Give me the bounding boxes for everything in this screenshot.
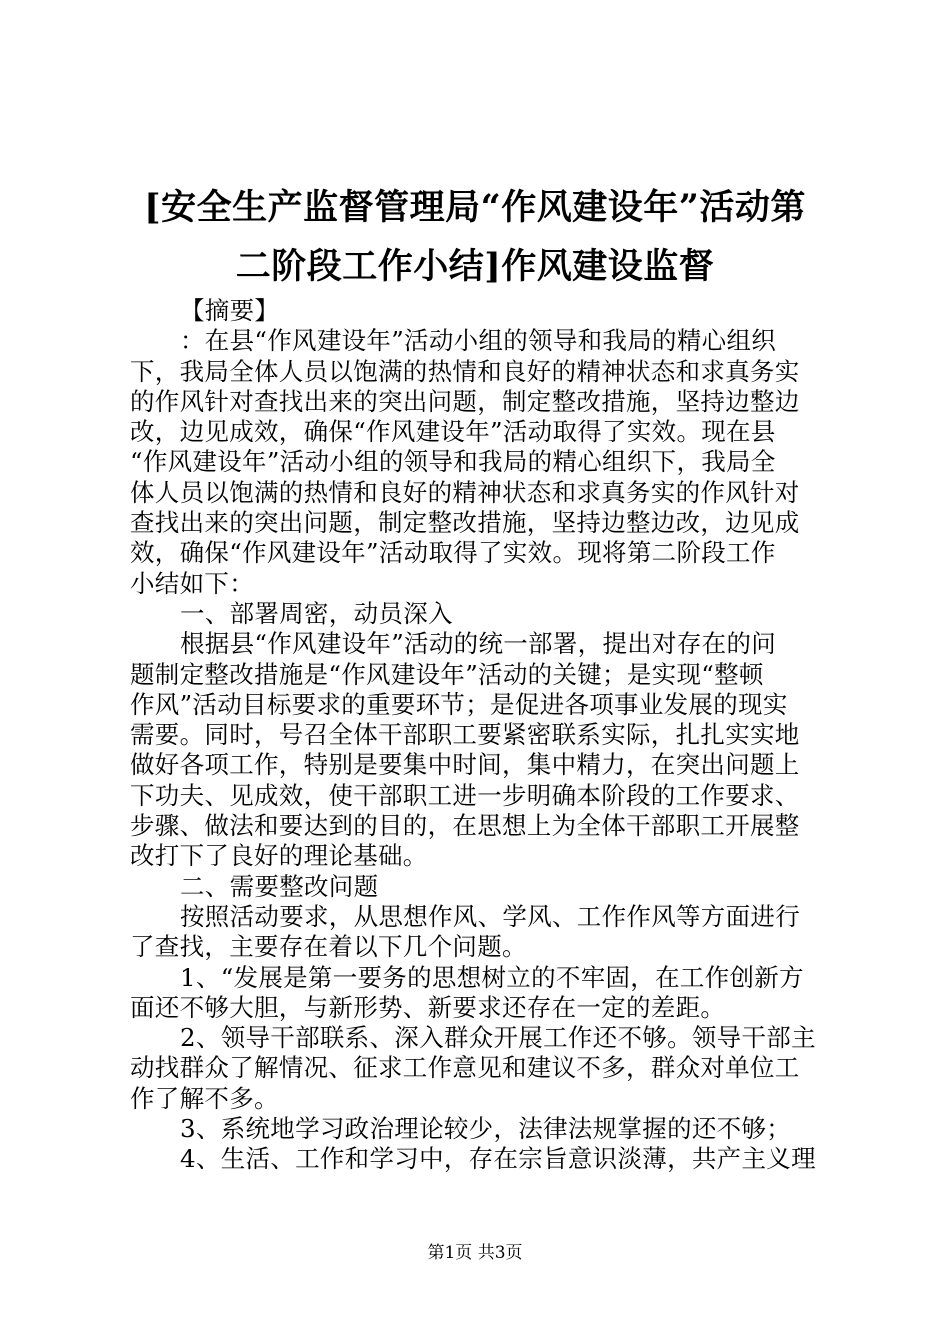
document-title <box>120 178 830 296</box>
body-line: 下功夫、见成效，使干部职工进一步明确本阶段的工作要求、 <box>130 780 800 810</box>
body-line: 动找群众了解情况、征求工作意见和建议不多，群众对单位工 <box>130 1053 800 1083</box>
page-footer: 第1页 共3页 <box>427 1243 523 1263</box>
body-line: 做好各项工作，特别是要集中时间，集中精力，在突出问题上 <box>130 750 800 780</box>
body-line: 二、需要整改问题 <box>180 871 379 901</box>
body-line: 根据县“作风建设年”活动的统一部署，提出对存在的问 <box>180 629 777 659</box>
body-line: 改，边见成效，确保“作风建设年”活动取得了实效。现在县 <box>130 417 776 447</box>
body-line: 2、领导干部联系、深入群众开展工作还不够。领导干部主 <box>180 1023 816 1053</box>
body-line: ：在县“作风建设年”活动小组的领导和我局的精心组织 <box>180 326 777 356</box>
body-line: “作风建设年”活动小组的领导和我局的精心组织下，我局全 <box>130 447 776 477</box>
body-line: 面还不够大胆，与新形势、新要求还存在一定的差距。 <box>130 992 726 1022</box>
title-line-1: [安全生产监督管理局“作风建设年”活动第 <box>144 187 806 228</box>
body-line: 【摘要】 <box>180 296 280 325</box>
body-line: 查找出来的突出问题，制定整改措施，坚持边整边改，边见成 <box>130 508 800 538</box>
body-line: 改打下了良好的理论基础。 <box>130 841 428 871</box>
body-line: 步骤、做法和要达到的目的，在思想上为全体干部职工开展整 <box>130 811 800 841</box>
body-line: 了查找，主要存在着以下几个问题。 <box>130 932 527 962</box>
document-body <box>130 296 830 1175</box>
body-line: 的作风针对查找出来的突出问题，制定整改措施，坚持边整边 <box>130 386 800 416</box>
body-line: 作了解不多。 <box>130 1083 279 1113</box>
body-line: 4、生活、工作和学习中，存在宗旨意识淡薄，共产主义理 <box>180 1144 816 1174</box>
body-line: 需要。同时，号召全体干部职工要紧密联系实际，扎扎实实地 <box>130 720 800 750</box>
body-line: 一、部署周密，动员深入 <box>180 598 453 628</box>
body-line: 小结如下： <box>130 568 254 598</box>
body-line: 下，我局全体人员以饱满的热情和良好的精神状态和求真务实 <box>130 356 800 386</box>
body-line: 3、系统地学习政治理论较少，法律法规掌握的还不够； <box>180 1114 792 1144</box>
body-line: 效，确保“作风建设年”活动取得了实效。现将第二阶段工作 <box>130 538 776 568</box>
body-line: 作风”活动目标要求的重要环节；是促进各项事业发展的现实 <box>130 689 788 719</box>
title-line-2: 二阶段工作小结]作风建设监督 <box>235 246 715 287</box>
body-line: 体人员以饱满的热情和良好的精神状态和求真务实的作风针对 <box>130 477 800 507</box>
body-line: 按照活动要求，从思想作风、学风、工作作风等方面进行 <box>180 901 800 931</box>
body-line: 题制定整改措施是“作风建设年”活动的关键；是实现“整顿 <box>130 659 764 689</box>
body-line: 1、“发展是第一要务的思想树立的不牢固，在工作创新方 <box>180 962 804 992</box>
